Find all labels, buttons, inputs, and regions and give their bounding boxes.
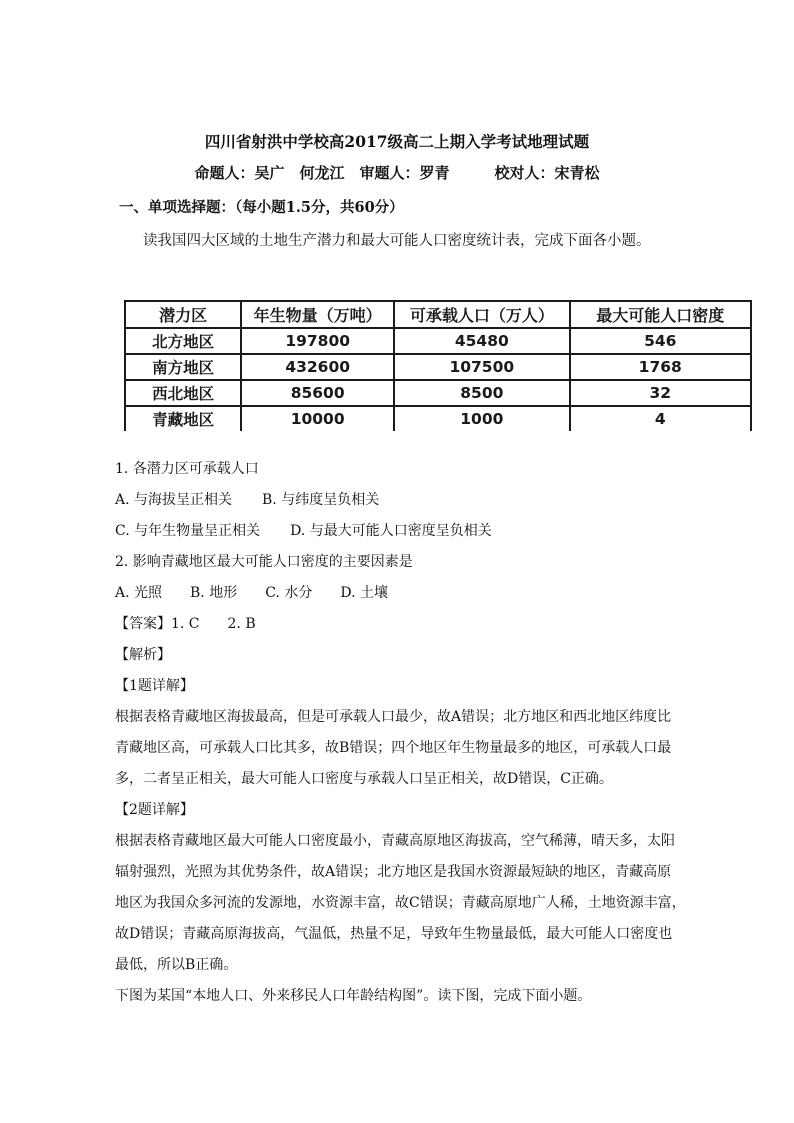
table-cell: 南方地区 [125, 354, 241, 380]
q1-explanation-line: 多，二者呈正相关，最大可能人口密度与承载人口呈正相关，故D错误，C正确。 [115, 771, 613, 787]
table-cell: 546 [570, 328, 752, 354]
page-title: 四川省射洪中学校高2017级高二上期入学考试地理试题 [204, 132, 590, 151]
question-1-stem: 1. 各潜力区可承载人口 [115, 461, 259, 477]
table-cell: 1000 [394, 406, 569, 431]
next-question-intro: 下图为某国“本地人口、外来移民人口年龄结构图”。读下图，完成下面小题。 [115, 988, 592, 1004]
table-row [125, 406, 751, 431]
question-2-options [115, 582, 388, 602]
option-b: B. 地形 [190, 585, 238, 601]
table-row [125, 328, 751, 354]
option-c: C. 与年生物量呈正相关 [115, 523, 261, 539]
section-heading: 一、单项选择题：（每小题1.5分，共60分） [119, 199, 404, 216]
option-b: B. 与纬度呈负相关 [262, 492, 380, 508]
analysis-label: 【解析】 [115, 647, 171, 663]
table-cell: 4 [570, 406, 752, 431]
table-header-row [125, 301, 751, 328]
q2-explanation-heading: 【2题详解】 [115, 802, 194, 818]
table-cell: 45480 [394, 328, 569, 354]
author-credits: 命题人：吴广 何龙江 审题人：罗青 校对人：宋青松 [194, 164, 600, 182]
table-header: 可承载人口（万人） [394, 301, 569, 328]
table-cell: 197800 [241, 328, 394, 354]
table-cell: 1768 [570, 354, 752, 380]
table-cell: 北方地区 [125, 328, 241, 354]
q1-explanation-heading: 【1题详解】 [115, 678, 194, 694]
table-cell: 西北地区 [125, 380, 241, 406]
q1-explanation-line: 根据表格青藏地区海拔最高，但是可承载人口最少，故A错误；北方地区和西北地区纬度比 [115, 709, 672, 725]
answer-value: 1. C 2. B [171, 616, 256, 632]
question-1-options-a-b [115, 489, 379, 509]
q2-explanation-line: 最低，所以B正确。 [115, 957, 238, 973]
table-row [125, 380, 751, 406]
q2-explanation-line: 根据表格青藏地区最大可能人口密度最小，青藏高原地区海拔高，空气稀薄，晴天多，太阳 [115, 833, 675, 849]
option-d: D. 土壤 [340, 585, 388, 601]
table-cell: 10000 [241, 406, 394, 431]
table-header: 年生物量（万吨） [241, 301, 394, 328]
answer-line [115, 613, 256, 633]
table-cell: 8500 [394, 380, 569, 406]
option-a: A. 与海拔呈正相关 [115, 492, 233, 508]
table-cell: 32 [570, 380, 752, 406]
question-2-stem: 2. 影响青藏地区最大可能人口密度的主要因素是 [115, 554, 413, 570]
option-a: A. 光照 [115, 585, 163, 601]
table-header: 最大可能人口密度 [570, 301, 752, 328]
statistics-table [124, 300, 752, 431]
q2-explanation-line: 地区为我国众多河流的发源地，水资源丰富，故C错误；青藏高原地广人稀，土地资源丰富， [115, 895, 686, 911]
q2-explanation-line: 辐射强烈，光照为其优势条件，故A错误；北方地区是我国水资源最短缺的地区，青藏高原 [115, 864, 672, 880]
table-row [125, 354, 751, 380]
question-intro: 读我国四大区域的土地生产潜力和最大可能人口密度统计表，完成下面各小题。 [143, 233, 651, 249]
option-c: C. 水分 [265, 585, 313, 601]
table-cell: 432600 [241, 354, 394, 380]
table-cell: 107500 [394, 354, 569, 380]
table-cell: 85600 [241, 380, 394, 406]
answer-label: 【答案】 [115, 616, 171, 632]
table-cell: 青藏地区 [125, 406, 241, 431]
option-d: D. 与最大可能人口密度呈负相关 [290, 523, 492, 539]
table-header: 潜力区 [125, 301, 241, 328]
question-1-options-c-d [115, 520, 492, 540]
q1-explanation-line: 青藏地区高，可承载人口比其多，故B错误；四个地区年生物量最多的地区，可承载人口最 [115, 740, 672, 756]
q2-explanation-line: 故D错误；青藏高原海拔高，气温低，热量不足，导致年生物量最低，最大可能人口密度也 [115, 926, 673, 942]
